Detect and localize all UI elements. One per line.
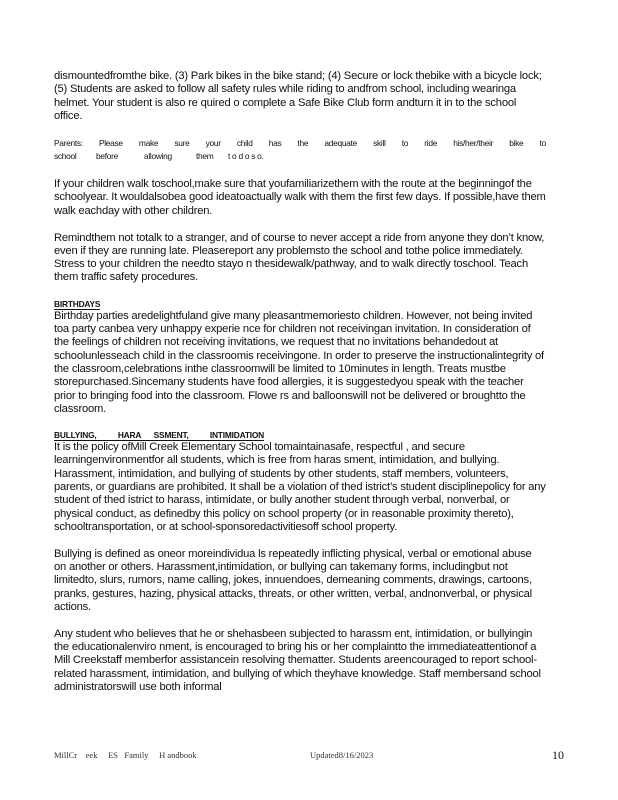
parents-note-line-2: school before allowing them t o d o s o. [54, 150, 264, 161]
walk-paragraph-2: Remindthem not totalk to a stranger, and of course to never accept a ride from anyone they don’t know, even if they are running late. Pleasereport any problemsto the school and tothe police immediately. Stress to your children the needto stayo n thesidewalk/pathway, and to walk directly toschool. Teach them traffic safety procedures. [54, 231, 545, 284]
document-page [54, 70, 546, 694]
bullying-heading: BULLYING, HARA SSMENT, INTIMIDATION [54, 430, 265, 441]
footer-updated-date: Updated8/16/2023 [310, 750, 374, 760]
bullying-paragraph-2: Bullying is defined as oneor moreindividua ls repeatedly inflicting physical, verbal or emotional abuse on another or others. Harassment,intimidation, or bullying can takemany forms, includingbut not limitedto, slurs, rumors, name calling, jokes, innuendoes, demeaning comments, drawings, cartoons, pranks, gestures, hazing, physical attacks, threats, or other written, verbal, andnonverbal, or physical actions. [54, 547, 532, 613]
bullying-paragraph-1: It is the policy ofMill Creek Elementary School tomaintainasafe, respectful , and secure learningenvironmentfor all students, which is free from haras sment, intimidation, and bullying. Harassment, intimidation, and bullying of students by other students, staff members, volunteers, parents, or guardians are prohibited. It shall be a violation of thed istrict’s student disciplinepolicy for any student of thed istrict to harass, intimidate, or bully another student through verbal, nonverbal, or physical conduct, as definedby this policy on school property (or in reasonable proximity thereto), schooltransportation, or at school-sponsoredactivitiesoff school property. [54, 441, 546, 533]
walk-paragraph-1: If your children walk toschool,make sure that youfamiliarizethem with the route at the beginningof the schoolyear. It wouldalsobea good ideatoactually walk with them the first few days. If possible,have them walk eachday with other children. [54, 178, 546, 217]
bullying-paragraph-3: Any student who believes that he or shehasbeen subjected to harassm ent, intimidation, or bullyingin the educationalenviro nment, is encouraged to bring his or her complaintto the immediateattentionof a Mill Creekstaff memberfor assistancein resolving thematter. Students areencouraged to report school- related harassment, intimidation, and bullying of which theyhave knowledge. Staff membersand school administratorswill use both informal [54, 627, 541, 693]
birthdays-paragraph: Birthday parties aredelightfuland give many pleasantmemoriesto children. However, not being invited toa party canbea very unhappy experie nce for children not receivingan invitation. In consideration of the feelings of children not receiving invitations, we request that no invitations behandedout at schoolunlesseach child in the classroomis receivingone. In order to preserve the instructionalintegrity of the classroom,celebrations inthe classroomwill be limited to 10minutes in length. Treats mustbe storepurchased.Sincemany students have food allergies, it is suggestedyou speak with the teacher prior to bringing food into the classroom. Flowe rs and balloonswill not be delivered or broughtto the classroom. [54, 309, 544, 415]
footer-handbook-title: MillCr eek ES Family H andbook [54, 750, 197, 760]
parents-note-line-1: Parents: Please make sure your child has the adequate skill to ride his/her/their bike to [54, 138, 546, 149]
birthdays-heading: BIRTHDAYS [54, 298, 101, 309]
bike-safety-paragraph: dismountedfromthe bike. (3) Park bikes in the bike stand; (4) Secure or lock thebike with a bicycle lock; (5) Students are asked to follow all safety rules while riding to andfrom school, including wearinga helmet. Your student is also re quired o complete a Safe Bike Club form andturn it in to the school office. [54, 70, 542, 122]
parents-note [54, 137, 546, 162]
page-number: 10 [552, 748, 564, 762]
